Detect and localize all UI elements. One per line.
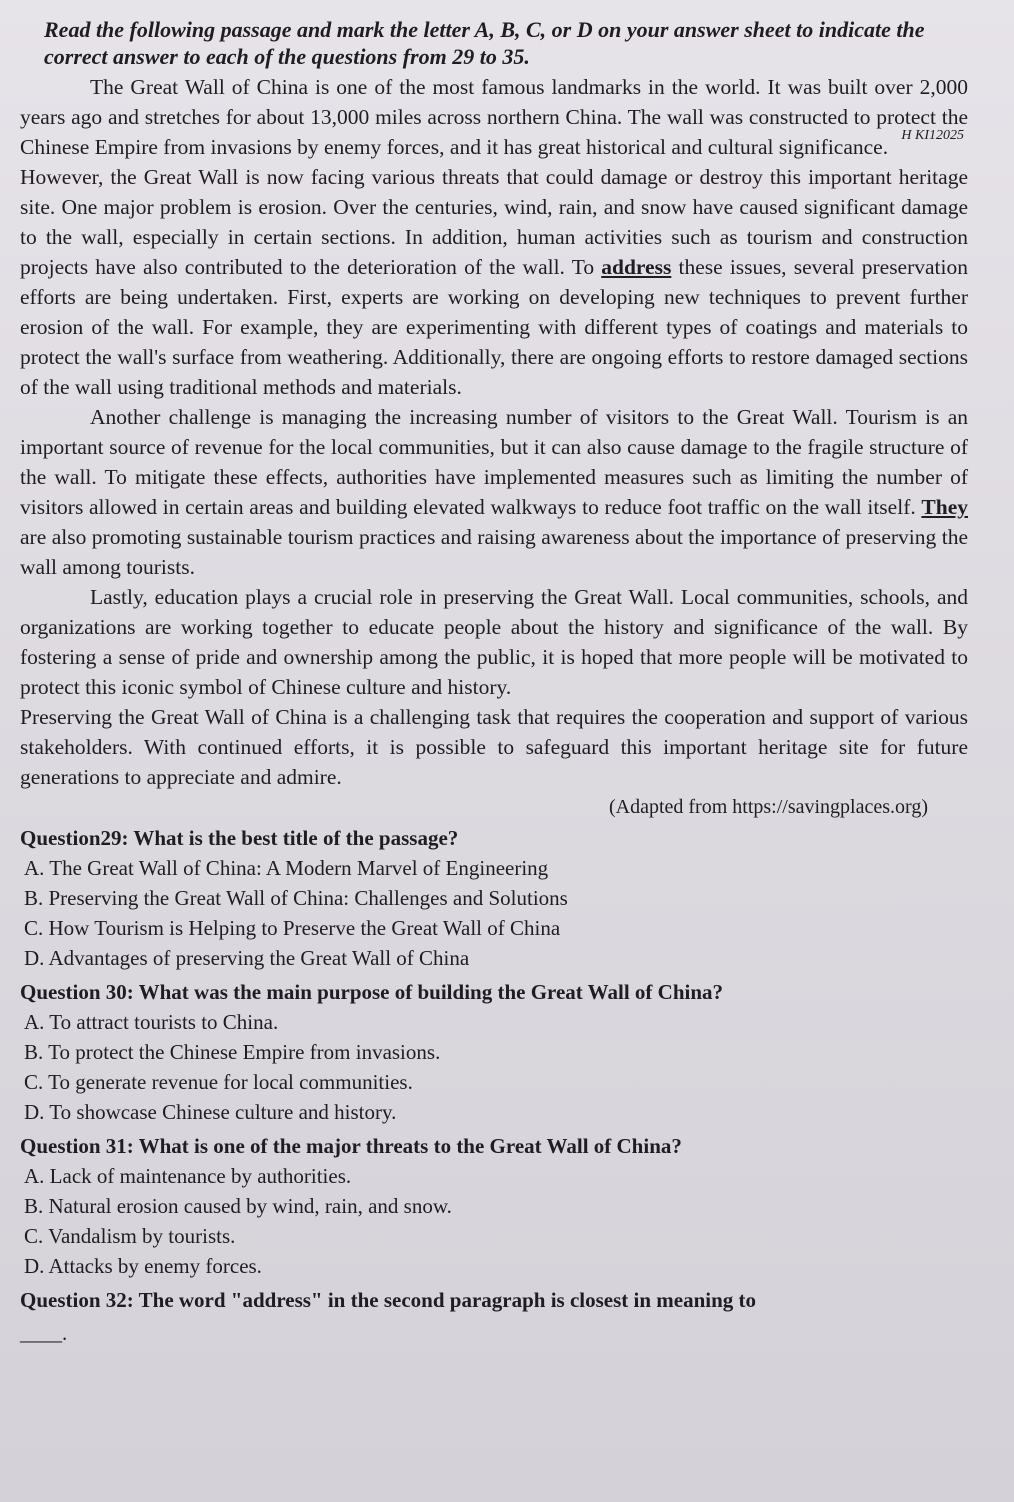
paragraph-2 (20, 162, 968, 402)
question-29-option-b: B. Preserving the Great Wall of China: Challenges and Solutions (24, 886, 568, 910)
question-31-option-a: A. Lack of maintenance by authorities. (24, 1164, 352, 1188)
question-31-title: Question 31: What is one of the major threats to the Great Wall of China? (20, 1134, 682, 1158)
exam-code: H KI12025 (901, 128, 964, 143)
question-29-option-c: C. How Tourism is Helping to Preserve the Great Wall of China (24, 916, 561, 940)
source-citation: (Adapted from https://savingplaces.org) (608, 796, 928, 818)
keyword-they: They (921, 495, 968, 519)
question-30-title: Question 30: What was the main purpose of building the Great Wall of China? (20, 980, 724, 1004)
question-31-option-b: B. Natural erosion caused by wind, rain, and snow. (24, 1194, 452, 1218)
paragraph-3-part-a: Another challenge is managing the increasing number of visitors to the Great Wall. Tourism is an important source of revenue for the local communities, but it can also cause damage to the fragile structure of the wall. To mitigate these effects, authorities have implemented measures such as limiting the number of visitors allowed in certain areas and building elevated walkways to reduce foot traffic on the wall itself. (20, 405, 968, 519)
question-30-option-a: A. To attract tourists to China. (24, 1010, 279, 1034)
question-31-option-d: D. Attacks by enemy forces. (24, 1254, 262, 1278)
paragraph-4: Lastly, education plays a crucial role in preserving the Great Wall. Local communities, schools, and organizations are working together to educate people about the history and significance of the wall. By fostering a sense of pride and ownership among the public, it is hoped that more people will be motivated to protect this iconic symbol of Chinese culture and history. (20, 585, 968, 699)
paragraph-1: The Great Wall of China is one of the most famous landmarks in the world. It was built over 2,000 years ago and stretches for about 13,000 miles across northern China. The wall was constructed to protect the Chinese Empire from invasions by enemy forces, and it has great historical and cultural significance. (20, 75, 968, 159)
paragraph-3-part-b: are also promoting sustainable tourism practices and raising awareness about the importance of preserving the wall among tourists. (20, 525, 968, 579)
question-30-option-b: B. To protect the Chinese Empire from invasions. (24, 1040, 441, 1064)
paragraph-3 (20, 402, 968, 582)
question-32-blank: ____. (20, 1321, 68, 1345)
question-30-option-d: D. To showcase Chinese culture and history. (24, 1100, 397, 1124)
question-29-title: Question29: What is the best title of the passage? (20, 826, 459, 850)
keyword-address: address (601, 255, 672, 279)
question-29-option-d: D. Advantages of preserving the Great Wall of China (24, 946, 470, 970)
question-31-option-c: C. Vandalism by tourists. (24, 1224, 236, 1248)
paragraph-2-part-b: these issues, several preservation efforts are being undertaken. First, experts are working on developing new techniques to prevent further erosion of the wall. For example, they are experimenting with different types of coatings and materials to protect the wall's surface from weathering. Additionally, there are ongoing efforts to restore damaged sections of the wall using traditional methods and materials. (20, 255, 968, 399)
paragraph-5: Preserving the Great Wall of China is a challenging task that requires the cooperation and support of various stakeholders. With continued efforts, it is possible to safeguard this important heritage site for future generations to appreciate and admire. (20, 705, 968, 789)
paragraph-2-part-a: However, the Great Wall is now facing various threats that could damage or destroy this important heritage site. One major problem is erosion. Over the centuries, wind, rain, and snow have caused significant damage to the wall, especially in certain sections. In addition, human activities such as tourism and construction projects have also contributed to the deterioration of the wall. To (20, 165, 968, 279)
question-29-option-a: A. The Great Wall of China: A Modern Marvel of Engineering (24, 856, 549, 880)
question-30-option-c: C. To generate revenue for local communities. (24, 1070, 413, 1094)
question-32-title: Question 32: The word "address" in the second paragraph is closest in meaning to (20, 1288, 757, 1312)
instruction: Read the following passage and mark the letter A, B, C, or D on your answer sheet to indicate the correct answer to each of the questions from 29 to 35. (44, 17, 925, 69)
